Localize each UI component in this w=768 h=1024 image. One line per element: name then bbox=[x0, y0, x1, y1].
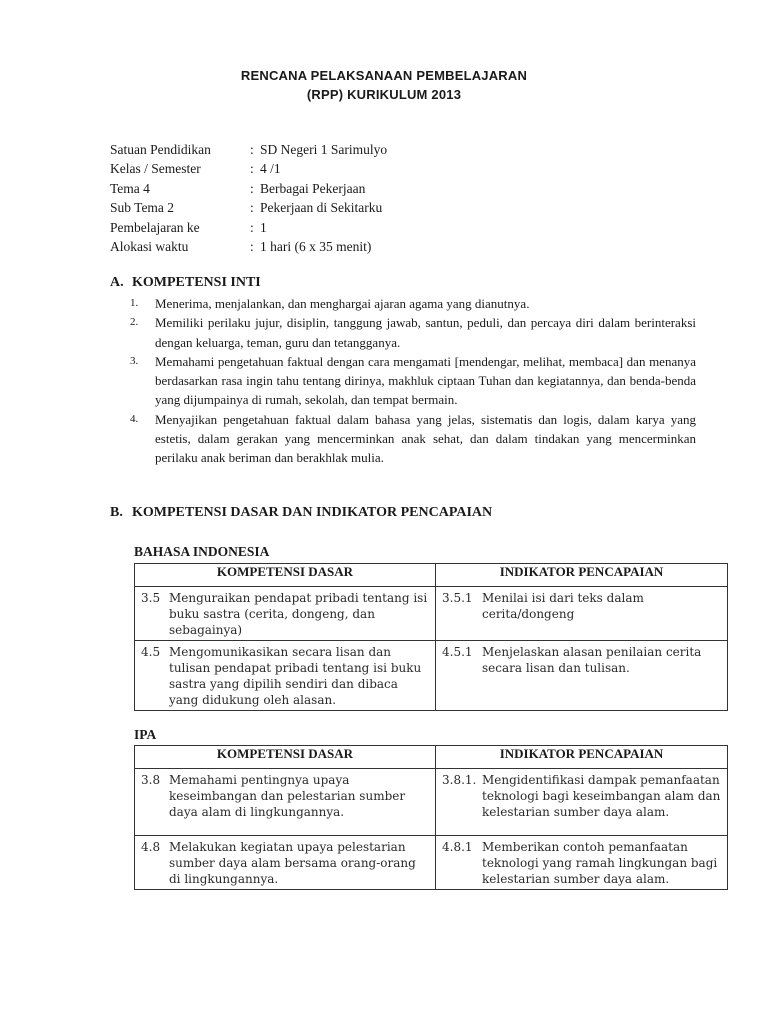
info-label: Kelas / Semester bbox=[110, 161, 201, 177]
info-colon: : bbox=[250, 219, 254, 235]
kd-cell bbox=[135, 836, 436, 890]
indicator-code: 3.5.1 bbox=[442, 591, 473, 605]
info-row-time bbox=[110, 237, 387, 256]
table-header-row bbox=[135, 746, 728, 769]
subject-title-bahasa: BAHASA INDONESIA bbox=[134, 544, 270, 559]
kd-code: 3.8 bbox=[141, 773, 161, 787]
indicator-cell bbox=[436, 587, 728, 641]
kd-code: 4.5 bbox=[141, 645, 161, 659]
info-colon: : bbox=[250, 180, 254, 196]
info-label: Satuan Pendidikan bbox=[110, 142, 211, 157]
info-value: Pekerjaan di Sekitarku bbox=[260, 200, 383, 216]
item-number: 4. bbox=[130, 412, 139, 425]
list-item bbox=[130, 352, 696, 410]
item-number: 2. bbox=[130, 316, 139, 329]
info-row-subtheme bbox=[110, 198, 387, 217]
item-text: Menerima, menjalankan, dan menghargai ajaran agama yang dianutnya. bbox=[155, 296, 530, 311]
item-number: 3. bbox=[130, 354, 139, 367]
info-colon: : bbox=[250, 142, 254, 157]
competency-table-ipa bbox=[134, 745, 728, 890]
info-colon: : bbox=[250, 200, 254, 216]
indicator-text: Memberikan contoh pemanfaatan teknologi yang ramah lingkungan bagi kelestarian sumber daya alam. bbox=[482, 840, 718, 886]
list-item bbox=[130, 410, 696, 468]
subject-title-ipa: IPA bbox=[134, 727, 157, 742]
info-label: Tema 4 bbox=[110, 180, 150, 196]
column-header-kd: KOMPETENSI DASAR bbox=[135, 746, 436, 769]
item-text: Memahami pengetahuan faktual dengan cara mengamati [mendengar, melihat, membaca] dan menanya berdasarkan rasa ingin tahu tentang dirinya, makhluk ciptaan Tuhan dan kegiatannya, dan benda-benda yang dijumpainya di rumah, sekolah, dan tempat bermain. bbox=[155, 353, 696, 408]
info-row-theme bbox=[110, 179, 387, 198]
competency-table-bahasa bbox=[134, 563, 728, 711]
kd-cell bbox=[135, 587, 436, 641]
list-item bbox=[130, 313, 696, 352]
info-row-class bbox=[110, 159, 387, 178]
indicator-code: 3.8.1. bbox=[442, 773, 477, 787]
indicator-text: Menilai isi dari teks dalam cerita/dongeng bbox=[482, 591, 644, 621]
section-title: KOMPETENSI DASAR DAN INDIKATOR PENCAPAIAN bbox=[132, 505, 493, 520]
column-header-indicator: INDIKATOR PENCAPAIAN bbox=[436, 746, 728, 769]
kd-cell bbox=[135, 769, 436, 836]
indicator-cell bbox=[436, 836, 728, 890]
info-value: Berbagai Pekerjaan bbox=[260, 180, 366, 196]
item-text: Menyajikan pengetahuan faktual dalam bahasa yang jelas, sistematis dan logis, dalam karya yang estetis, dalam gerakan yang mencerminkan anak sehat, dan dalam tindakan yang mencerminkan perilaku anak beriman dan berakhlak mulia. bbox=[155, 411, 696, 466]
list-item bbox=[130, 294, 696, 313]
table-row bbox=[135, 587, 728, 641]
info-label: Sub Tema 2 bbox=[110, 200, 175, 216]
indicator-cell bbox=[436, 641, 728, 711]
column-header-indicator: INDIKATOR PENCAPAIAN bbox=[436, 564, 728, 587]
info-label: Pembelajaran ke bbox=[110, 219, 200, 235]
info-colon: : bbox=[250, 161, 254, 177]
info-row-lesson bbox=[110, 218, 387, 237]
table-row bbox=[135, 836, 728, 890]
table-row bbox=[135, 641, 728, 711]
indicator-text: Menjelaskan alasan penilaian cerita secara lisan dan tulisan. bbox=[482, 645, 702, 675]
table-header-row bbox=[135, 564, 728, 587]
kd-code: 4.8 bbox=[141, 840, 161, 854]
indicator-cell bbox=[436, 769, 728, 836]
kd-cell bbox=[135, 641, 436, 711]
info-colon: : bbox=[250, 238, 254, 254]
kd-code: 3.5 bbox=[141, 591, 161, 605]
section-a-heading bbox=[110, 275, 261, 291]
item-text: Memiliki perilaku jujur, disiplin, tanggung jawab, santun, peduli, dan percaya diri dalam berinteraksi dengan keluarga, teman, guru dan tetangganya. bbox=[155, 315, 696, 350]
kd-text: Menguraikan pendapat pribadi tentang isi buku sastra (cerita, dongeng, dan sebagainya) bbox=[169, 591, 428, 637]
info-value: SD Negeri 1 Sarimulyo bbox=[260, 142, 388, 157]
section-b-heading bbox=[110, 505, 492, 521]
identity-block bbox=[110, 140, 387, 256]
indicator-code: 4.5.1 bbox=[442, 645, 473, 659]
item-number: 1. bbox=[130, 297, 139, 309]
column-header-kd: KOMPETENSI DASAR bbox=[135, 564, 436, 587]
document-subtitle: (RPP) KURIKULUM 2013 bbox=[306, 87, 462, 102]
section-title: KOMPETENSI INTI bbox=[132, 275, 261, 290]
indicator-code: 4.8.1 bbox=[442, 840, 473, 854]
kd-text: Melakukan kegiatan upaya pelestarian sumber daya alam bersama orang-orang di lingkungannya. bbox=[169, 840, 416, 886]
table-row bbox=[135, 769, 728, 836]
section-letter: A. bbox=[110, 275, 124, 290]
info-row-school bbox=[110, 140, 387, 159]
info-label: Alokasi waktu bbox=[110, 238, 189, 254]
core-competency-list bbox=[130, 294, 696, 468]
info-value: 1 hari (6 x 35 menit) bbox=[260, 238, 372, 254]
info-value: 1 bbox=[260, 219, 267, 235]
kd-text: Memahami pentingnya upaya keseimbangan dan pelestarian sumber daya alam di lingkungannya. bbox=[169, 773, 406, 819]
info-value: 4 /1 bbox=[260, 161, 281, 177]
section-letter: B. bbox=[110, 505, 123, 520]
indicator-text: Mengidentifikasi dampak pemanfaatan teknologi bagi keseimbangan alam dan kelestarian sumber daya alam. bbox=[482, 773, 721, 819]
kd-text: Mengomunikasikan secara lisan dan tulisan pendapat pribadi tentang isi buku sastra yang dipilih sendiri dan dibaca yang didukung oleh alasan. bbox=[169, 645, 422, 707]
document-title: RENCANA PELAKSANAAN PEMBELAJARAN bbox=[240, 68, 528, 83]
